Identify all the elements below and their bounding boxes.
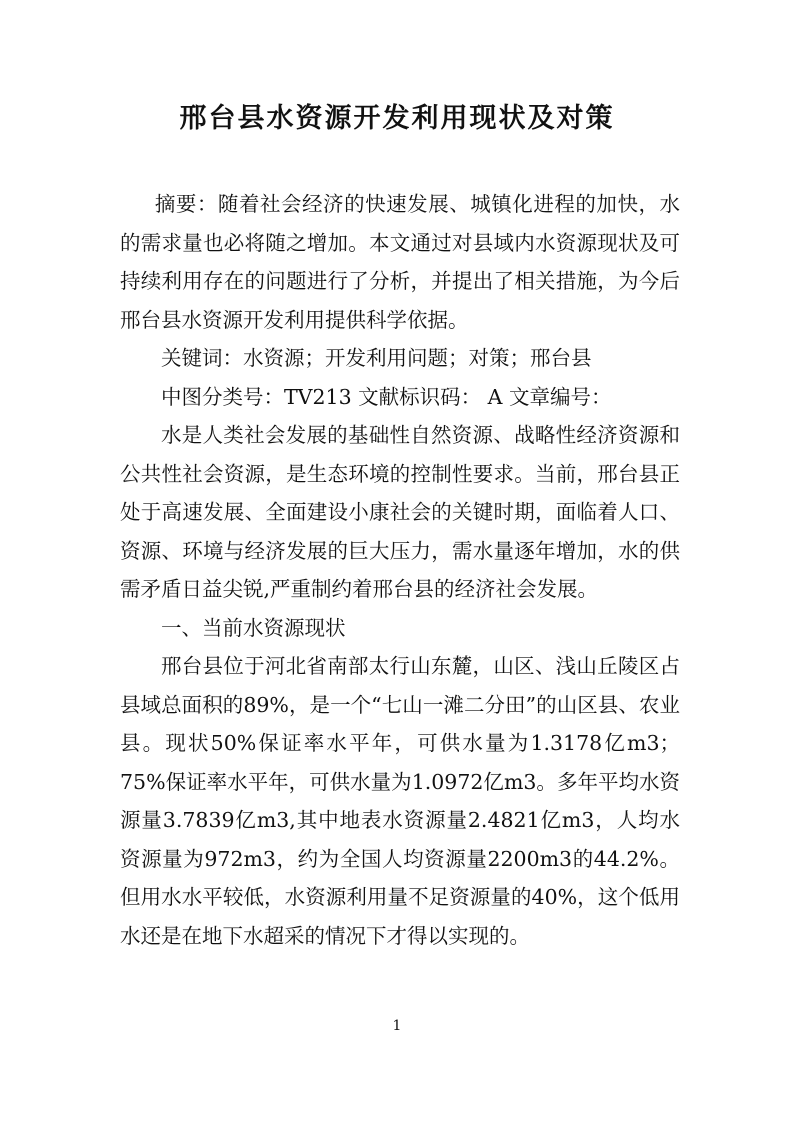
abstract-paragraph: 摘要：随着社会经济的快速发展、城镇化进程的加快，水的需求量也必将随之增加。本文通过对县域内水资源现状及可持续利用存在的问题进行了分析，并提出了相关措施，为今后邢台县水资源开发利用提供科学依据。 bbox=[120, 192, 680, 332]
document-title: 邢台县水资源开发利用现状及对策 bbox=[179, 103, 615, 134]
keywords-line: 关键词：水资源；开发利用问题；对策；邢台县 bbox=[161, 346, 592, 370]
section-heading: 一、当前水资源现状 bbox=[161, 615, 346, 640]
classification-line: 中图分类号：TV213 文献标识码： A 文章编号： bbox=[161, 384, 612, 409]
section-paragraph: 邢台县位于河北省南部太行山东麓，山区、浅山丘陵区占县域总面积的89%，是一个“七山一滩二分田”的山区县、农业县。现状50%保证率水平年，可供水量为1.3178亿m3；75%保证率水平年，可供水量为1.0972亿m3。多年平均水资源量3.7839亿m3,其中地表水资源量2.4821亿m3，人均水资源量为972m3，约为全国人均资源量2200m3的44.2%。但用水水平较低，水资源利用量不足资源量的40%，这个低用水还是在地下水超采的情况下才得以实现的。 bbox=[120, 654, 680, 948]
document-body bbox=[120, 185, 680, 955]
page-number: 1 bbox=[392, 1018, 402, 1034]
intro-paragraph: 水是人类社会发展的基础性自然资源、战略性经济资源和公共性社会资源，是生态环境的控制性要求。当前，邢台县正处于高速发展、全面建设小康社会的关键时期，面临着人口、资源、环境与经济发展的巨大压力，需水量逐年增加，水的供需矛盾日益尖锐,严重制约着邢台县的经济社会发展。 bbox=[120, 423, 680, 601]
